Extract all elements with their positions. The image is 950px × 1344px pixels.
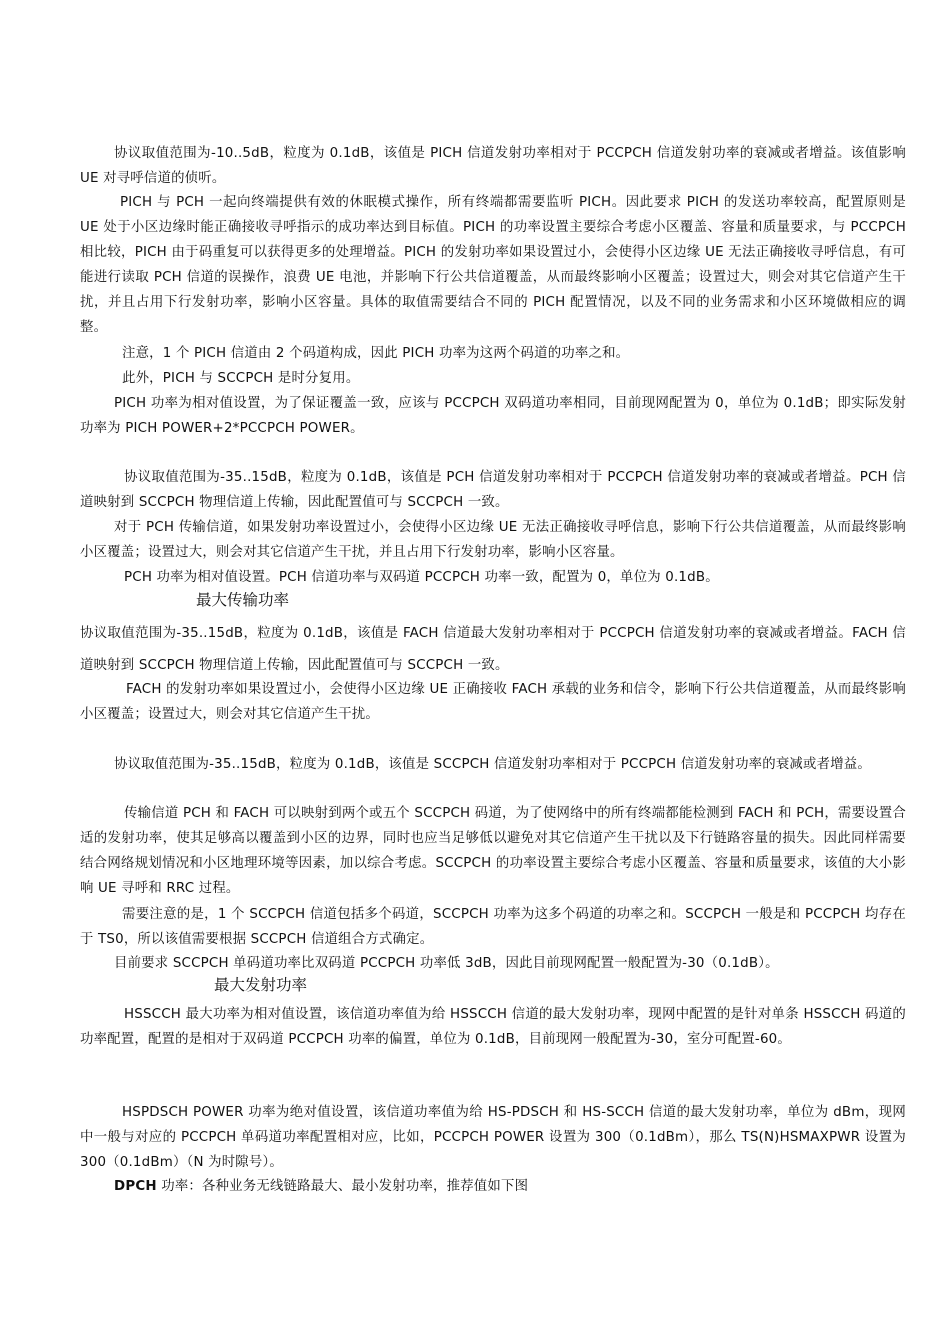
paragraph-dpch-power — [80, 1174, 906, 1199]
paragraph-hspdsch-config: HSPDSCH POWER 功率为绝对值设置，该信道功率值为给 HS-PDSCH 和 HS-SCCH 信道的最大发射功率，单位为 dBm，现网中一般与对应的 PCCPCH 单码道功率配置相对应，比如，PCCPCH POWER 设置为 300（0.1dBm），那么 TS(N)HSMAXPWR 设置为 300（0.1dBm）（N 为时隙号）。 — [80, 1105, 906, 1170]
paragraph-pich-config: PICH 功率为相对值设置，为了保证覆盖一致，应该与 PCCPCH 双码道功率相同，目前现网配置为 0，单位为 0.1dB；即实际发射功率为 PICH POWER+2*PCCPCH POWER。 — [80, 396, 906, 436]
paragraph-fach-description: FACH 的发射功率如果设置过小，会使得小区边缘 UE 正确接收 FACH 承载的业务和信令，影响下行公共信道覆盖，从而最终影响小区覆盖；设置过大，则会对其它信道产生干扰。 — [80, 682, 906, 722]
paragraph-sccpch-note: 需要注意的是，1 个 SCCPCH 信道包括多个码道，SCCPCH 功率为这多个码道的功率之和。SCCPCH 一般是和 PCCPCH 均存在于 TS0，所以该值需要根据 SCCPCH 信道组合方式确定。 — [80, 907, 906, 947]
paragraph-pich-note: 注意，1 个 PICH 信道由 2 个码道构成，因此 PICH 功率为这两个码道的功率之和。 — [122, 346, 630, 361]
paragraph-sccpch-config: 目前要求 SCCPCH 单码道功率比双码道 PCCPCH 功率低 3dB，因此目前现网配置一般配置为-30（0.1dB）。 — [114, 956, 779, 971]
paragraph-pch-description: 对于 PCH 传输信道，如果发射功率设置过小，会使得小区边缘 UE 无法正确接收寻呼信息，影响下行公共信道覆盖，从而最终影响小区覆盖；设置过大，则会对其它信道产生干扰，并且占用下行发射功率，影响小区容量。 — [80, 520, 906, 560]
paragraph-pich-range: 协议取值范围为-10..5dB，粒度为 0.1dB，该值是 PICH 信道发射功率相对于 PCCPCH 信道发射功率的衰减或者增益。该值影响 UE 对寻呼信道的侦听。 — [80, 146, 906, 186]
paragraph-pch-range: 协议取值范围为-35..15dB，粒度为 0.1dB，该值是 PCH 信道发射功率相对于 PCCPCH 信道发射功率的衰减或者增益。PCH 信道映射到 SCCPCH 物理信道上传输，因此配置值可与 SCCPCH 一致。 — [80, 470, 906, 510]
paragraph-fach-range: 协议取值范围为-35..15dB，粒度为 0.1dB，该值是 FACH 信道最大发射功率相对于 PCCPCH 信道发射功率的衰减或者增益。FACH 信道映射到 SCCPCH 物理信道上传输，因此配置值可与 SCCPCH 一致。 — [80, 626, 906, 673]
paragraph-sccpch-description: 传输信道 PCH 和 FACH 可以映射到两个或五个 SCCPCH 码道，为了使网络中的所有终端都能检测到 FACH 和 PCH，需要设置合适的发射功率，使其足够高以覆盖到小区的边界，同时也应当足够低以避免对其它信道产生干扰以及下行链路容量的损失。因此同样需要结合网络规划情况和小区地理环境等因素，加以综合考虑。SCCPCH 的功率设置主要综合考虑小区覆盖、容量和质量要求，该值的大小影响 UE 寻呼和 RRC 过程。 — [80, 806, 906, 896]
heading-max-transmit-power: 最大传输功率 — [196, 591, 290, 609]
paragraph-pch-config: PCH 功率为相对值设置。PCH 信道功率与双码道 PCCPCH 功率一致，配置为 0，单位为 0.1dB。 — [124, 570, 719, 585]
paragraph-sccpch-range: 协议取值范围为-35..15dB，粒度为 0.1dB，该值是 SCCPCH 信道发射功率相对于 PCCPCH 信道发射功率的衰减或者增益。 — [114, 757, 871, 772]
dpch-label: DPCH — [114, 1179, 157, 1194]
dpch-text: 功率：各种业务无线链路最大、最小发射功率，推荐值如下图 — [156, 1179, 529, 1194]
heading-max-emit-power: 最大发射功率 — [214, 976, 308, 994]
paragraph-pich-tdm: 此外，PICH 与 SCCPCH 是时分复用。 — [122, 371, 360, 386]
paragraph-hsscch-config: HSSCCH 最大功率为相对值设置，该信道功率值为给 HSSCCH 信道的最大发射功率，现网中配置的是针对单条 HSSCCH 码道的功率配置，配置的是相对于双码道 PCCPCH 功率的偏置，单位为 0.1dB，目前现网一般配置为-30，室分可配置-60。 — [80, 1007, 906, 1047]
paragraph-pich-description: PICH 与 PCH 一起向终端提供有效的休眠模式操作，所有终端都需要监听 PICH。因此要求 PICH 的发送功率较高，配置原则是 UE 处于小区边缘时能正确接收寻呼指示的成功率达到目标值。PICH 的功率设置主要综合考虑小区覆盖、容量和质量要求，与 PCCPCH 相比较，PICH 由于码重复可以获得更多的处理增益。PICH 的发射功率如果设置过小，会使得小区边缘 UE 无法正确接收寻呼信息，有可能进行读取 PCH 信道的误操作，浪费 UE 电池，并影响下行公共信道覆盖，从而最终影响小区覆盖；设置过大，则会对其它信道产生干扰，并且占用下行发射功率，影响小区容量。具体的取值需要结合不同的 PICH 配置情况，以及不同的业务需求和小区环境做相应的调整。 — [80, 195, 906, 335]
